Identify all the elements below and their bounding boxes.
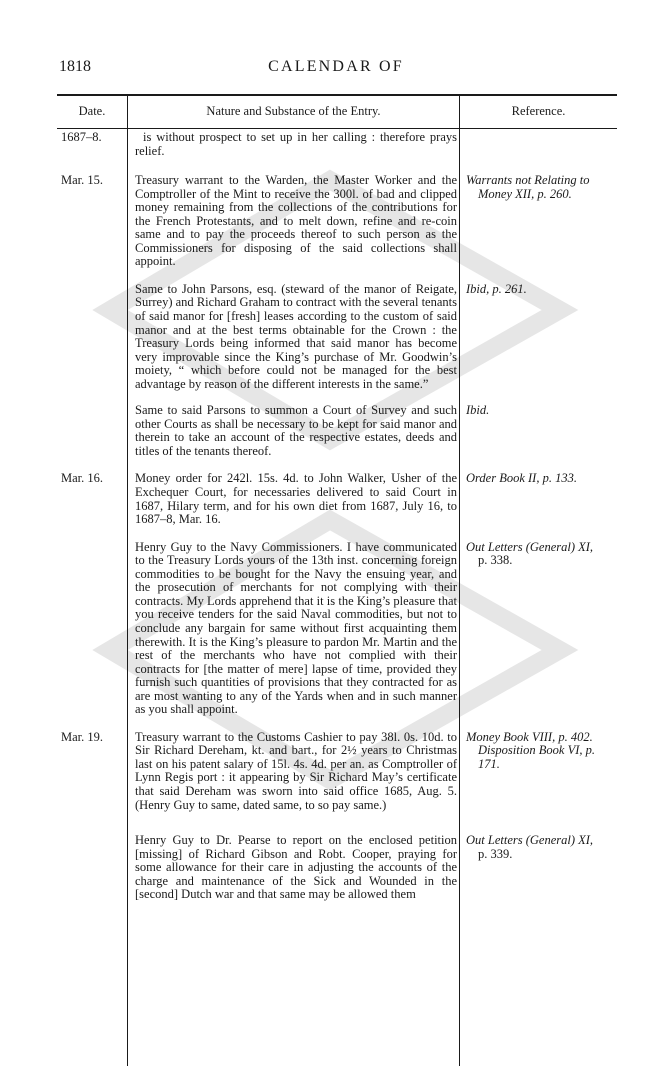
entry-reference: Ibid, p. 261. [466,281,527,296]
entry-text: Treasury warrant to the Warden, the Master Worker and the Comptroller of the Mint to receive the 300l. of bad and clipped money remaining from the collections of the contributions for the French Protestants, and to melt down, refine and re-coin same and to pay the proceeds thereof to such person as the Commissioners for disposing of the said collections shall appoint. [135,173,457,269]
entry-text: is without prospect to set up in her calling : therefore prays relief. [135,130,457,158]
header-date: Date. [78,104,106,118]
entry-text: Henry Guy to Dr. Pearse to report on the enclosed petition [missing] of Richard Gibson and Robt. Cooper, praying for some allowance for their care in adjusting the accounts of the charge and maintenance of the Sick and Wounded in the [second] Dutch war and that same may be allowed them [135,833,457,902]
table-row [57,283,617,391]
entry-date: Mar. 16. [61,471,104,486]
table-row [57,472,617,526]
table-row [57,731,617,812]
entry-reference: Ibid. [466,403,490,418]
table-row [57,541,617,717]
entry-text: Same to John Parsons, esq. (steward of the manor of Reigate, Surrey) and Richard Graham to contract with the several tenants of said manor for [fresh] leases according to the custom of said manor and at the best terms obtainable for the Crown : the Treasury Lords being informed that said manor has become very improvable since the King’s purchase of Mr. Goodwin’s moiety, “ which before could not be managed for the best advantage by reason of the different interests in the same.” [135,281,457,391]
table-row [57,404,617,458]
table-row [57,174,617,269]
header-bottom-rule [57,128,617,129]
entry-text: Money order for 242l. 15s. 4d. to John Walker, Usher of the Exchequer Court, for necessaries delivered to said Court in 1687, Hilary term, and for his own diet from 1687, July 16, to 1687–8, Mar. 16. [135,471,457,527]
entry-date [57,404,127,458]
entry-reference-cont: Money XII, p. 260. [478,186,572,201]
header-top-rule [57,94,617,96]
entry-reference: Warrants not Relating to [466,173,590,188]
entry-reference: Money Book VIII, p. 402. [466,729,593,744]
header-nature: Nature and Substance of the Entry. [206,104,381,118]
header-reference: Reference. [511,104,566,118]
entry-date: Mar. 15. [61,173,104,188]
entry-date [57,283,127,391]
entry-reference: Order Book II, p. 133. [466,471,577,486]
page-number: 1818 [59,58,91,75]
entries-table-body [57,131,617,902]
entry-reference: Out Letters (General) XI, [466,539,594,554]
entry-reference: Out Letters (General) XI, [466,833,594,848]
entry-date: 1687–8. [61,130,102,144]
entry-reference-cont: Disposition Book VI, p. 171. [478,743,596,771]
entry-date [57,834,127,902]
entry-reference-cont: p. 338. [478,553,513,568]
entry-text: Treasury warrant to the Customs Cashier to pay 38l. 0s. 10d. to Sir Richard Dereham, kt. and bart., for 2½ years to Christmas last on his patent salary of 15l. 4s. 4d. per an. as Comptroller of Lynn Regis port : it appearing by Sir Richard May’s certificate that said Dereham was sworn into said office 1685, Aug. 5. (Henry Guy to same, dated same, to so pay same.) [135,729,457,812]
entry-text: Same to said Parsons to summon a Court of Survey and such other Courts as shall be necessary to be kept for said manor and therein to take an account of the respective estates, deeds and titles of the tenants thereof. [135,403,457,458]
entry-date [57,541,127,717]
entry-reference-cont: p. 339. [478,846,513,861]
entry-text: Henry Guy to the Navy Commissioners. I have communicated to the Treasury Lords yours of the 13th inst. concerning foreign commodities to be bought for the Navy the ensuing year, and the prosecution of merchants for not complying with their contracts. My Lords apprehend that it is the King’s pleasure that you receive tenders for the said Naval commodities, but not to conclude any bargain for same without first acquainting them therewith. It is the King’s pleasure to pardon Mr. Martin and the rest of the merchants who have not complied with their contracts for [the matter of mere] lapse of time, provided they furnish such quantities of provisions that they contracted for as are most wanting to any of the Yards when and in such manner as you shall appoint. [135,539,457,717]
table-row [57,834,617,902]
table-row [57,131,617,158]
running-title: CALENDAR OF [268,58,404,75]
entry-date: Mar. 19. [61,729,104,744]
